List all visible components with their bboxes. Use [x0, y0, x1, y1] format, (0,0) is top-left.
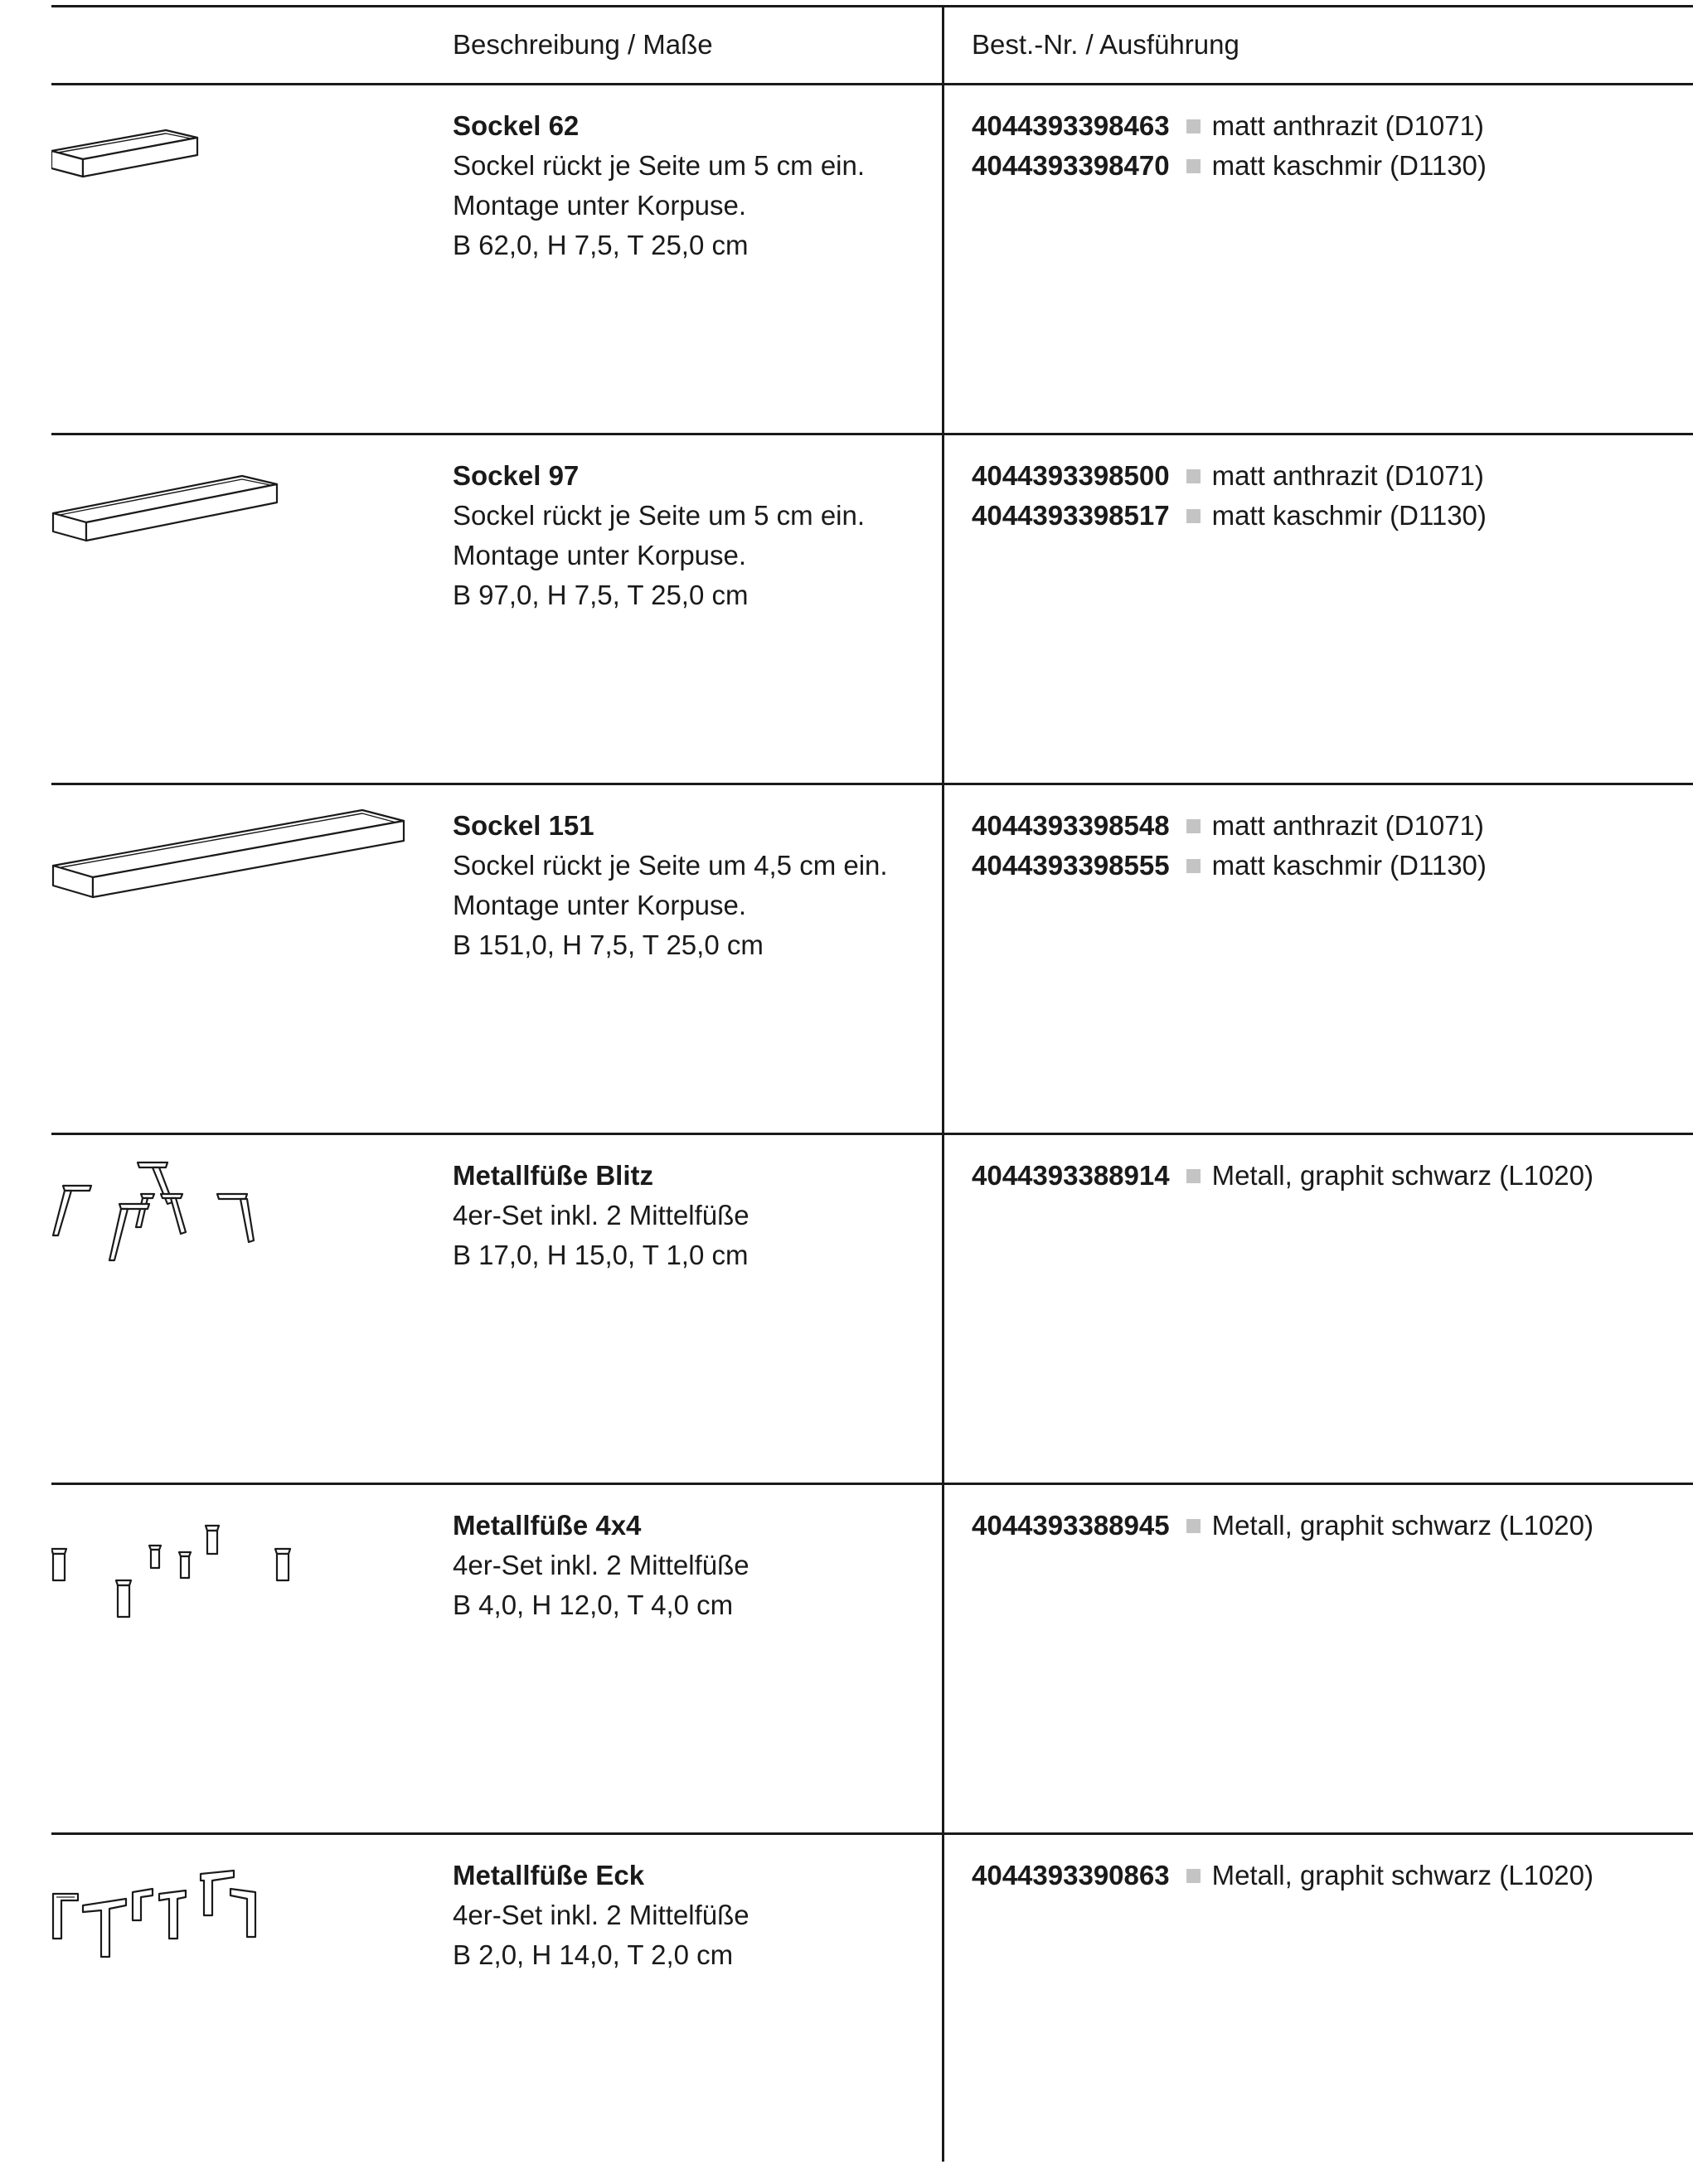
order-number: 4044393398548 — [972, 810, 1170, 841]
sockel-151-illustration — [51, 803, 449, 968]
product-line: Montage unter Korpuse. — [453, 190, 747, 221]
order-number: 4044393390863 — [972, 1860, 1170, 1890]
product-description — [453, 1506, 749, 1625]
finish-label: matt anthrazit (D1071) — [1211, 460, 1484, 491]
swatch-icon — [1186, 819, 1201, 833]
product-line: Sockel rückt je Seite um 4,5 cm ein. — [453, 850, 888, 881]
variant-line — [972, 1156, 1594, 1196]
swatch-icon — [1186, 159, 1201, 173]
order-codes — [972, 1506, 1594, 1546]
blitz-feet-illustration — [51, 1153, 449, 1318]
variant-line — [972, 1856, 1594, 1895]
order-number: 4044393398555 — [972, 850, 1170, 881]
variant-line — [972, 806, 1487, 846]
product-row-sockel-62 — [51, 86, 1693, 434]
product-dimensions: B 4,0, H 12,0, T 4,0 cm — [453, 1589, 734, 1620]
product-description — [453, 456, 865, 615]
order-number: 4044393388945 — [972, 1510, 1170, 1541]
variant-line — [972, 456, 1487, 496]
product-dimensions: B 62,0, H 7,5, T 25,0 cm — [453, 230, 749, 260]
order-number: 4044393398517 — [972, 500, 1170, 531]
product-name: Metallfüße 4x4 — [453, 1510, 642, 1541]
product-line: 4er-Set inkl. 2 Mittelfüße — [453, 1550, 749, 1580]
product-description — [453, 106, 865, 265]
product-name: Sockel 97 — [453, 460, 580, 491]
sockel-62-illustration — [51, 103, 449, 269]
variant-line — [972, 106, 1487, 146]
column-header-description: Beschreibung / Maße — [453, 29, 713, 60]
product-row-metallfuesse-4x4 — [51, 1486, 1693, 1834]
order-number: 4044393398470 — [972, 150, 1170, 181]
product-name: Sockel 151 — [453, 810, 594, 841]
top-rule — [51, 5, 1693, 7]
variant-line — [972, 496, 1487, 536]
product-description — [453, 1156, 749, 1275]
swatch-icon — [1186, 1169, 1201, 1183]
variant-line — [972, 1506, 1594, 1546]
order-codes — [972, 456, 1487, 536]
product-name: Metallfüße Eck — [453, 1860, 645, 1890]
order-codes — [972, 106, 1487, 186]
product-dimensions: B 17,0, H 15,0, T 1,0 cm — [453, 1240, 749, 1270]
finish-label: matt anthrazit (D1071) — [1211, 810, 1484, 841]
product-name: Sockel 62 — [453, 110, 580, 141]
order-number: 4044393398500 — [972, 460, 1170, 491]
finish-label: matt kaschmir (D1130) — [1211, 150, 1487, 181]
product-dimensions: B 2,0, H 14,0, T 2,0 cm — [453, 1939, 734, 1970]
order-codes — [972, 806, 1487, 886]
product-line: 4er-Set inkl. 2 Mittelfüße — [453, 1200, 749, 1230]
finish-label: Metall, graphit schwarz (L1020) — [1211, 1510, 1594, 1541]
product-name: Metallfüße Blitz — [453, 1160, 654, 1191]
product-description — [453, 806, 888, 965]
swatch-icon — [1186, 1519, 1201, 1533]
product-dimensions: B 151,0, H 7,5, T 25,0 cm — [453, 929, 764, 960]
order-codes — [972, 1156, 1594, 1196]
swatch-icon — [1186, 469, 1201, 483]
product-line: 4er-Set inkl. 2 Mittelfüße — [453, 1900, 749, 1930]
variant-line — [972, 146, 1487, 186]
finish-label: matt anthrazit (D1071) — [1211, 110, 1484, 141]
finish-label: Metall, graphit schwarz (L1020) — [1211, 1160, 1594, 1191]
product-row-metallfuesse-blitz — [51, 1136, 1693, 1484]
finish-label: matt kaschmir (D1130) — [1211, 500, 1487, 531]
product-row-sockel-151 — [51, 786, 1693, 1134]
swatch-icon — [1186, 119, 1201, 133]
variant-line — [972, 846, 1487, 886]
product-row-metallfuesse-eck — [51, 1836, 1693, 2184]
swatch-icon — [1186, 509, 1201, 523]
finish-label: Metall, graphit schwarz (L1020) — [1211, 1860, 1594, 1890]
column-header-order: Best.-Nr. / Ausführung — [972, 29, 1239, 60]
product-line: Montage unter Korpuse. — [453, 540, 747, 570]
swatch-icon — [1186, 1869, 1201, 1883]
product-line: Sockel rückt je Seite um 5 cm ein. — [453, 150, 866, 181]
order-number: 4044393388914 — [972, 1160, 1170, 1191]
product-line: Sockel rückt je Seite um 5 cm ein. — [453, 500, 866, 531]
eck-feet-illustration — [51, 1852, 449, 2018]
header-rule — [51, 83, 1693, 85]
finish-label: matt kaschmir (D1130) — [1211, 850, 1487, 881]
order-codes — [972, 1856, 1594, 1895]
product-description — [453, 1856, 749, 1975]
order-number: 4044393398463 — [972, 110, 1170, 141]
sockel-97-illustration — [51, 453, 449, 619]
swatch-icon — [1186, 859, 1201, 873]
product-dimensions: B 97,0, H 7,5, T 25,0 cm — [453, 580, 749, 610]
4x4-feet-illustration — [51, 1502, 449, 1668]
product-line: Montage unter Korpuse. — [453, 890, 747, 920]
product-row-sockel-97 — [51, 436, 1693, 784]
